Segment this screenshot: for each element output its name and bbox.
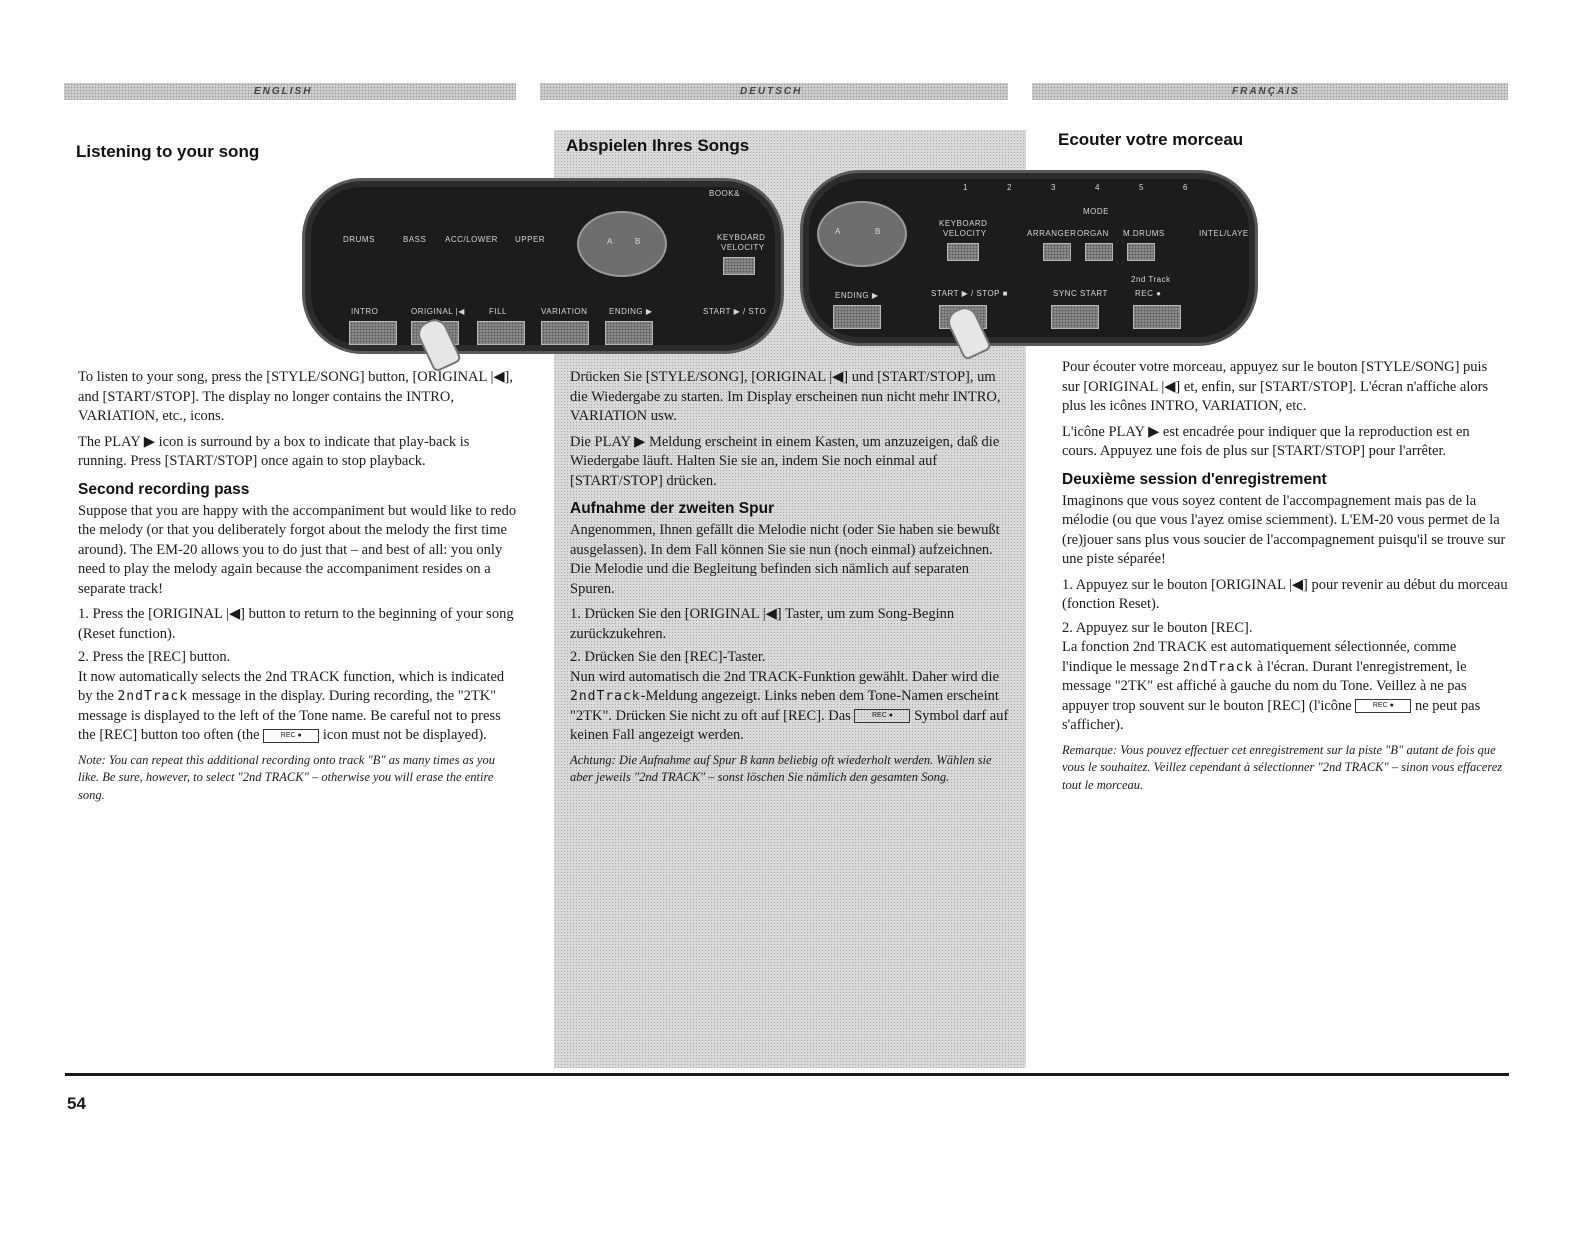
- deutsch-note: Achtung: Die Aufnahme auf Spur B kann beliebig oft wiederholt werden. Wählen sie aber jeweils "2nd TRACK" – sonst löschen Sie nämlich den gesamten Song.: [570, 752, 992, 784]
- english-step2-body: [78, 668, 518, 746]
- francais-p2: L'icône PLAY ▶ est encadrée pour indiquer que la reproduction est en cours. Appuyez une fois de plus sur [START/STOP] pour l'arrêter.: [1062, 423, 1470, 459]
- panel-button-intro: [349, 321, 397, 345]
- panel-label-acc-lower: ACC/LOWER: [445, 235, 498, 244]
- panel-label-ending: ENDING ▶: [609, 307, 653, 316]
- english-lcd-2ndtrack: 2ndTrack: [117, 689, 189, 704]
- deutsch-step2-text-b: -Meldung angezeigt. Links neben dem Tone-Namen erscheint "2TK". Drücken Sie nicht zu oft auf [REC]. Das: [570, 688, 999, 724]
- panel-button-fill: [477, 321, 525, 345]
- panel-num-2: 2: [1007, 183, 1012, 192]
- panel-label-velocity-right: VELOCITY: [943, 229, 987, 238]
- panel-label-organ: ORGAN: [1077, 229, 1109, 238]
- panel-label-upper: UPPER: [515, 235, 546, 244]
- english-step2: 2. Press the [REC] button.: [78, 649, 231, 665]
- panel-label-arranger: ARRANGER: [1027, 229, 1077, 238]
- panel-label-bass: BASS: [403, 235, 427, 244]
- panel-label-mdrums: M.DRUMS: [1123, 229, 1165, 238]
- lang-bar-english: [64, 83, 516, 100]
- panel-label-a: A: [607, 237, 613, 246]
- footer-rule: [65, 1073, 1509, 1076]
- deutsch-step2-text-a: Nun wird automatisch die 2nd TRACK-Funktion gewählt. Daher wird die: [570, 668, 1000, 685]
- panel-button-mdrums: [1127, 243, 1155, 261]
- panel-label-a-right: A: [835, 227, 841, 236]
- panel-label-rec: REC ●: [1135, 289, 1162, 298]
- english-p2: The PLAY ▶ icon is surround by a box to indicate that play-back is running. Press [START/STOP] once again to stop playback.: [78, 433, 470, 469]
- english-note: Note: You can repeat this additional recording onto track "B" as many times as you like. Be sure, however, to select "2nd TRACK" – otherwise you will erase the entire song.: [78, 752, 495, 802]
- english-step2-text-a: It now automatically selects the 2nd TRACK function, which is indicated by the: [78, 668, 505, 704]
- panel-button-ending-right: [833, 305, 881, 329]
- panel-label-keyboard: KEYBOARD: [717, 233, 766, 242]
- panel-label-book: BOOK&: [709, 189, 740, 198]
- english-step2-text-c: icon must not be displayed).: [322, 727, 487, 743]
- francais-step2-text-a: La fonction 2nd TRACK est automatiquement sélectionnée, comme l'indique le message: [1062, 639, 1457, 675]
- panel-num-1: 1: [963, 183, 968, 192]
- lang-bar-francais: [1032, 83, 1508, 100]
- english-title: Listening to your song: [76, 142, 260, 161]
- panel-button-variation: [541, 321, 589, 345]
- english-column: [78, 368, 518, 810]
- francais-step2-body: [1062, 638, 1508, 736]
- panel-button-organ: [1085, 243, 1113, 261]
- deutsch-lcd-2ndtrack: 2ndTrack: [570, 689, 641, 704]
- panel-label-variation: VARIATION: [541, 307, 588, 316]
- deutsch-heading-second-pass: Aufnahme der zweiten Spur: [570, 500, 775, 517]
- panel-button-arranger: [1043, 243, 1071, 261]
- deutsch-step2: 2. Drücken Sie den [REC]-Taster.: [570, 649, 766, 665]
- panel-illustration-left: [302, 178, 784, 354]
- francais-p1: Pour écouter votre morceau, appuyez sur le bouton [STYLE/SONG] puis sur [ORIGINAL |◀] et, enfin, sur [START/STOP]. L'écran n'affiche alors plus les icônes INTRO, VARIATION, etc.: [1062, 359, 1489, 414]
- francais-lcd-2ndtrack: 2ndTrack: [1182, 659, 1254, 675]
- lang-label-deutsch: DEUTSCH: [740, 86, 803, 97]
- panel-num-5: 5: [1139, 183, 1144, 192]
- panel-label-original: ORIGINAL |◀: [411, 307, 465, 316]
- rec-icon-de: REC ●: [854, 709, 910, 723]
- panel-label-ending-right: ENDING ▶: [835, 291, 879, 300]
- english-p3: Suppose that you are happy with the accompaniment but would like to redo the melody (or that you deliberately forgot about the melody the first time around). The EM-20 allows you to do just that – and best of all: you only need to play the melody again because the accompaniment resides on a separate track!: [78, 502, 517, 597]
- francais-title: Ecouter votre morceau: [1058, 130, 1244, 149]
- deutsch-title: Abspielen Ihres Songs: [566, 136, 750, 155]
- lang-bar-deutsch: [540, 83, 1008, 100]
- francais-heading-second-pass: Deuxième session d'enregistrement: [1062, 470, 1327, 488]
- panel-label-intel: INTEL/LAYE: [1199, 229, 1249, 238]
- panel-label-mode: MODE: [1083, 207, 1109, 216]
- rec-icon-fr: REC ●: [1355, 699, 1411, 713]
- panel-label-start-stop-right: START ▶ / STOP ■: [931, 289, 1008, 298]
- deutsch-step1: 1. Drücken Sie den [ORIGINAL |◀] Taster, um zum Song-Beginn zurückzukehren.: [570, 606, 955, 642]
- english-p1: To listen to your song, press the [STYLE/SONG] button, [ORIGINAL |◀], and [START/STOP]. The display no longer contains the INTRO, VARIATION, etc., icons.: [78, 369, 513, 424]
- francais-step1: 1. Appuyez sur le bouton [ORIGINAL |◀] pour revenir au début du morceau (fonction Reset).: [1062, 576, 1508, 612]
- panel-num-6: 6: [1183, 183, 1188, 192]
- panel-label-sync-start: SYNC START: [1053, 289, 1108, 298]
- panel-label-fill: FILL: [489, 307, 508, 316]
- francais-step2-text-c: ne peut pas s'afficher).: [1062, 697, 1481, 733]
- panel-label-b-right: B: [875, 227, 881, 236]
- panel-label-drums: DRUMS: [343, 235, 375, 244]
- francais-step2: 2. Appuyez sur le bouton [REC].: [1062, 619, 1253, 636]
- lang-label-francais: FRANÇAIS: [1232, 86, 1300, 97]
- english-step2-text-b: message in the display. During recording, the "2TK" message is displayed to the left of the Tone name. Be careful not to press the [REC] button too often (the: [78, 688, 501, 743]
- panel-button-rec: [1133, 305, 1181, 329]
- deutsch-step2-text-c: Symbol darf auf keinen Fall angezeigt werden.: [570, 707, 1009, 743]
- lang-label-english: ENGLISH: [254, 86, 313, 97]
- panel-dpad-right: [817, 201, 907, 267]
- panel-button-velocity: [723, 257, 755, 275]
- francais-column: [1062, 358, 1508, 800]
- panel-num-3: 3: [1051, 183, 1056, 192]
- panel-illustration-right: [800, 170, 1258, 346]
- english-step1: 1. Press the [ORIGINAL |◀] button to return to the beginning of your song (Reset function).: [78, 606, 514, 642]
- francais-note: Remarque: Vous pouvez effectuer cet enregistrement sur la piste "B" autant de fois que vous le souhaitez. Veillez cependant à sélectionner "2nd TRACK" – sinon vous effacerez tout le morceau.: [1062, 742, 1503, 792]
- rec-icon: REC ●: [263, 729, 319, 743]
- panel-button-ending: [605, 321, 653, 345]
- panel-button-velocity-right: [947, 243, 979, 261]
- panel-button-sync-start: [1051, 305, 1099, 329]
- deutsch-p1: Drücken Sie [STYLE/SONG], [ORIGINAL |◀] und [START/STOP], um die Wiedergabe zu starten. Im Display erscheinen nun nicht mehr INTRO, VARIATION usw.: [570, 369, 1001, 424]
- panel-label-intro: INTRO: [351, 307, 379, 316]
- panel-num-4: 4: [1095, 183, 1100, 192]
- panel-label-start-stop: START ▶ / STO: [703, 307, 767, 316]
- panel-label-keyboard-right: KEYBOARD: [939, 219, 988, 228]
- page-number: 54: [67, 1094, 86, 1113]
- english-heading-second-pass: Second recording pass: [78, 480, 250, 498]
- deutsch-step2-body: [570, 668, 1014, 746]
- deutsch-p2: Die PLAY ▶ Meldung erscheint in einem Kasten, um anzuzeigen, daß die Wiedergabe läuft. Halten Sie sie an, indem Sie noch einmal auf [START/STOP] drücken.: [570, 433, 1000, 489]
- panel-label-2nd-track: 2nd Track: [1131, 275, 1171, 284]
- deutsch-p3: Angenommen, Ihnen gefällt die Melodie nicht (oder Sie haben sie bewußt ausgelassen). In dem Fall können Sie sie nun (noch einmal) aufzeichnen. Die Melodie und die Begleitung befinden sich nämlich auf separaten Spuren.: [570, 522, 1000, 597]
- panel-dpad-left: [577, 211, 667, 277]
- panel-label-velocity: VELOCITY: [721, 243, 765, 252]
- panel-label-b: B: [635, 237, 641, 246]
- deutsch-column: [570, 368, 1014, 793]
- francais-step2-text-b: à l'écran. Durant l'enregistrement, le message "2TK" est affiché à gauche du nom du Tone. Veillez à ne pas appuyer trop souvent sur le bouton [REC] (l'icône: [1062, 658, 1467, 714]
- francais-p3: Imaginons que vous soyez content de l'accompagnement mais pas de la mélodie (ou que vous l'ayez omise sciemment). L'EM-20 vous permet de la (re)jouer sans plus vous soucier de l'accompagnement puisqu'il se trouve sur une piste séparée!: [1062, 492, 1506, 567]
